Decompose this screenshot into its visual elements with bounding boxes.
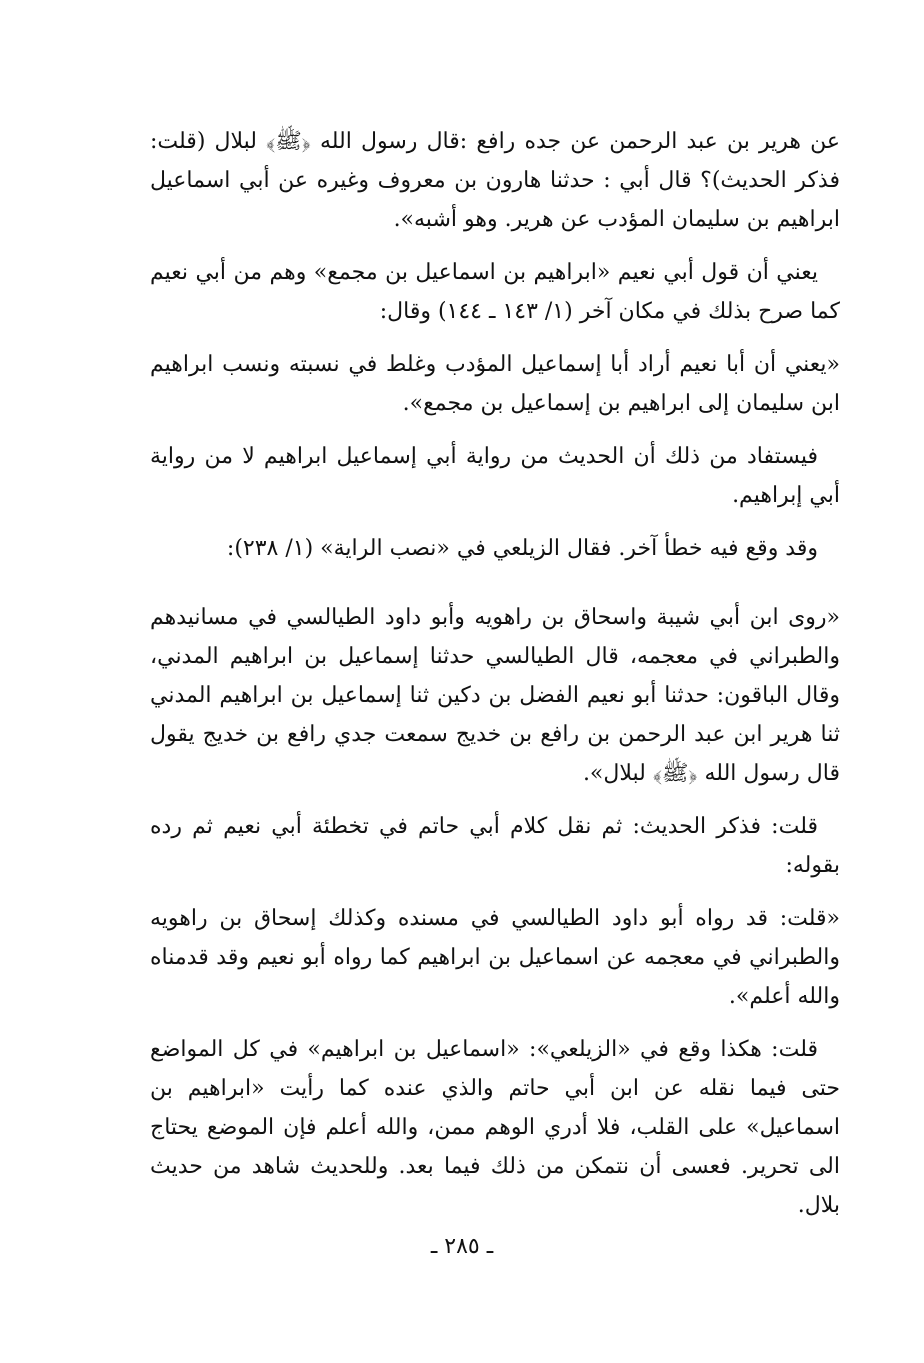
paragraph-4: فيستفاد من ذلك أن الحديث من رواية أبي إسماعيل ابراهيم لا من رواية أبي إبراهيم. bbox=[150, 444, 840, 508]
paragraph-6-quote: «روى ابن أبي شيبة واسحاق بن راهويه وأبو داود الطيالسي في مسانيدهم والطبراني في معجمه، قال الطيالسي حدثنا إسماعيل بن ابراهيم المدني، وقال الباقون: حدثنا أبو نعيم الفضل بن دكين ثنا إسماعيل بن ابراهيم المدني ثنا هرير ابن عبد الرحمن بن رافع بن خديج سمعت جدي رافع بن خديج يقول قال رسول الله ﴿ﷺ﴾ لبلال». bbox=[150, 605, 840, 786]
paragraph-9: قلت: هكذا وقع في «الزيلعي»: «اسماعيل بن ابراهيم» في كل المواضع حتى فيما نقله عن ابن أبي حاتم والذي عنده كما رأيت «ابراهيم بن اسماعيل» على القلب، فلا أدري الوهم ممن، والله أعلم فإن الموضع يحتاج الى تحرير. فعسى أن نتمكن من ذلك فيما بعد. وللحديث شاهد من حديث بلال. bbox=[150, 1037, 840, 1218]
paragraph-5: وقد وقع فيه خطأ آخر. فقال الزيلعي في «نصب الراية» (١/ ٢٣٨): bbox=[226, 536, 818, 561]
paragraph-2: يعني أن قول أبي نعيم «ابراهيم بن اسماعيل بن مجمع» وهم من أبي نعيم كما صرح بذلك في مكان آخر (١/ ١٤٣ ـ ١٤٤) وقال: bbox=[150, 260, 840, 324]
page-number: ـ ٢٨٥ ـ bbox=[430, 1234, 494, 1259]
paragraph-8-quote: «قلت: قد رواه أبو داود الطيالسي في مسنده وكذلك إسحاق بن راهويه والطبراني في معجمه عن اسماعيل بن ابراهيم كما رواه أبو نعيم وقد قدمناه والله أعلم». bbox=[150, 906, 841, 1009]
page-body bbox=[150, 122, 840, 1239]
paragraph-7: قلت: فذكر الحديث: ثم نقل كلام أبي حاتم في تخطئة أبي نعيم ثم رده بقوله: bbox=[150, 814, 840, 878]
paragraph-1: عن هرير بن عبد الرحمن عن جده رافع :قال رسول الله ﴿ﷺ﴾ لبلال (قلت: فذكر الحديث)؟ قال أبي : حدثنا هارون بن معروف وغيره عن أبي اسماعيل ابراهيم بن سليمان المؤدب عن هرير. وهو أشبه». bbox=[150, 129, 840, 232]
paragraph-3-quote: «يعني أن أبا نعيم أراد أبا إسماعيل المؤدب وغلط في نسبته ونسب ابراهيم ابن سليمان إلى ابراهيم بن إسماعيل بن مجمع». bbox=[150, 352, 840, 416]
